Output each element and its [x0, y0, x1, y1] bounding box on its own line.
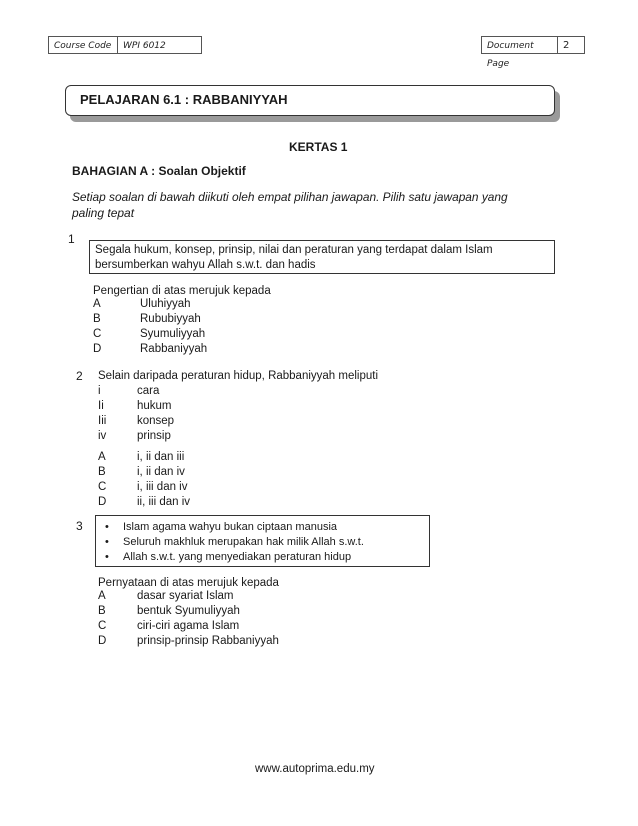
q3-bullet-1: Islam agama wahyu bukan ciptaan manusia — [123, 521, 338, 533]
q2-option-b-letter: B — [98, 466, 106, 478]
q1-option-a-text: Uluhiyyah — [140, 298, 191, 310]
q2-option-a-text: i, ii dan iii — [137, 451, 185, 463]
question-number-1: 1 — [68, 232, 75, 246]
question-3-stem: Pernyataan di atas merujuk kepada — [98, 577, 279, 589]
document-page-value: 2 — [557, 36, 585, 54]
q2-item-1-roman: i — [98, 385, 101, 397]
bullet-icon: • — [105, 536, 109, 548]
q2-option-b-text: i, ii dan iv — [137, 466, 185, 478]
course-code-label: Course Code — [48, 36, 118, 54]
q3-option-b-letter: B — [98, 605, 106, 617]
paper-heading: KERTAS 1 — [289, 140, 348, 154]
q3-option-d-letter: D — [98, 635, 107, 647]
question-number-2: 2 — [76, 369, 83, 383]
q2-item-2-roman: Ii — [98, 400, 104, 412]
question-2-stem: Selain daripada peraturan hidup, Rabbaniyyah meliputi — [98, 370, 379, 382]
q2-option-d-text: ii, iii dan iv — [137, 496, 191, 508]
instruction-line-2: paling tepat — [72, 206, 135, 220]
q2-item-3-roman: Iii — [98, 415, 107, 427]
bullet-icon: • — [105, 521, 109, 533]
q2-item-3-text: konsep — [137, 415, 175, 427]
section-heading: BAHAGIAN A : Soalan Objektif — [72, 164, 246, 178]
q3-option-a-text: dasar syariat Islam — [137, 590, 234, 602]
q2-item-2-text: hukum — [137, 400, 172, 412]
q2-item-1-text: cara — [137, 385, 160, 397]
bullet-icon: • — [105, 551, 109, 563]
q1-option-d-letter: D — [93, 343, 102, 355]
q3-option-c-letter: C — [98, 620, 107, 632]
q1-option-d-text: Rabbaniyyah — [140, 343, 208, 355]
q2-option-a-letter: A — [98, 451, 106, 463]
question-1-stem: Pengertian di atas merujuk kepada — [93, 285, 271, 297]
document-page-label: Document Page — [481, 36, 558, 54]
q3-bullet-3: Allah s.w.t. yang menyediakan peraturan hidup — [123, 551, 352, 563]
q1-option-c-letter: C — [93, 328, 102, 340]
q3-option-c-text: ciri-ciri agama Islam — [137, 620, 240, 632]
course-code-value: WPI 6012 — [117, 36, 202, 54]
q2-option-c-letter: C — [98, 481, 107, 493]
question-number-3: 3 — [76, 519, 83, 533]
q2-option-d-letter: D — [98, 496, 107, 508]
q3-bullet-2: Seluruh makhluk merupakan hak milik Allah s.w.t. — [123, 536, 364, 548]
question-1-statement-line-2: bersumberkan wahyu Allah s.w.t. dan hadis — [95, 259, 316, 271]
q1-option-b-text: Rububiyyah — [140, 313, 201, 325]
q2-item-4-text: prinsip — [137, 430, 171, 442]
q1-option-c-text: Syumuliyyah — [140, 328, 206, 340]
question-1-statement-line-1: Segala hukum, konsep, prinsip, nilai dan peraturan yang terdapat dalam Islam — [95, 244, 493, 256]
q3-option-b-text: bentuk Syumuliyyah — [137, 605, 240, 617]
q1-option-a-letter: A — [93, 298, 101, 310]
q1-option-b-letter: B — [93, 313, 101, 325]
q3-option-d-text: prinsip-prinsip Rabbaniyyah — [137, 635, 279, 647]
instruction-line-1: Setiap soalan di bawah diikuti oleh empat pilihan jawapan. Pilih satu jawapan yang — [72, 190, 508, 204]
q3-option-a-letter: A — [98, 590, 106, 602]
q2-item-4-roman: iv — [98, 430, 107, 442]
footer-website-link[interactable]: www.autoprima.edu.my — [255, 763, 375, 775]
lesson-title: PELAJARAN 6.1 : RABBANIYYAH — [65, 85, 555, 116]
q2-option-c-text: i, iii dan iv — [137, 481, 188, 493]
